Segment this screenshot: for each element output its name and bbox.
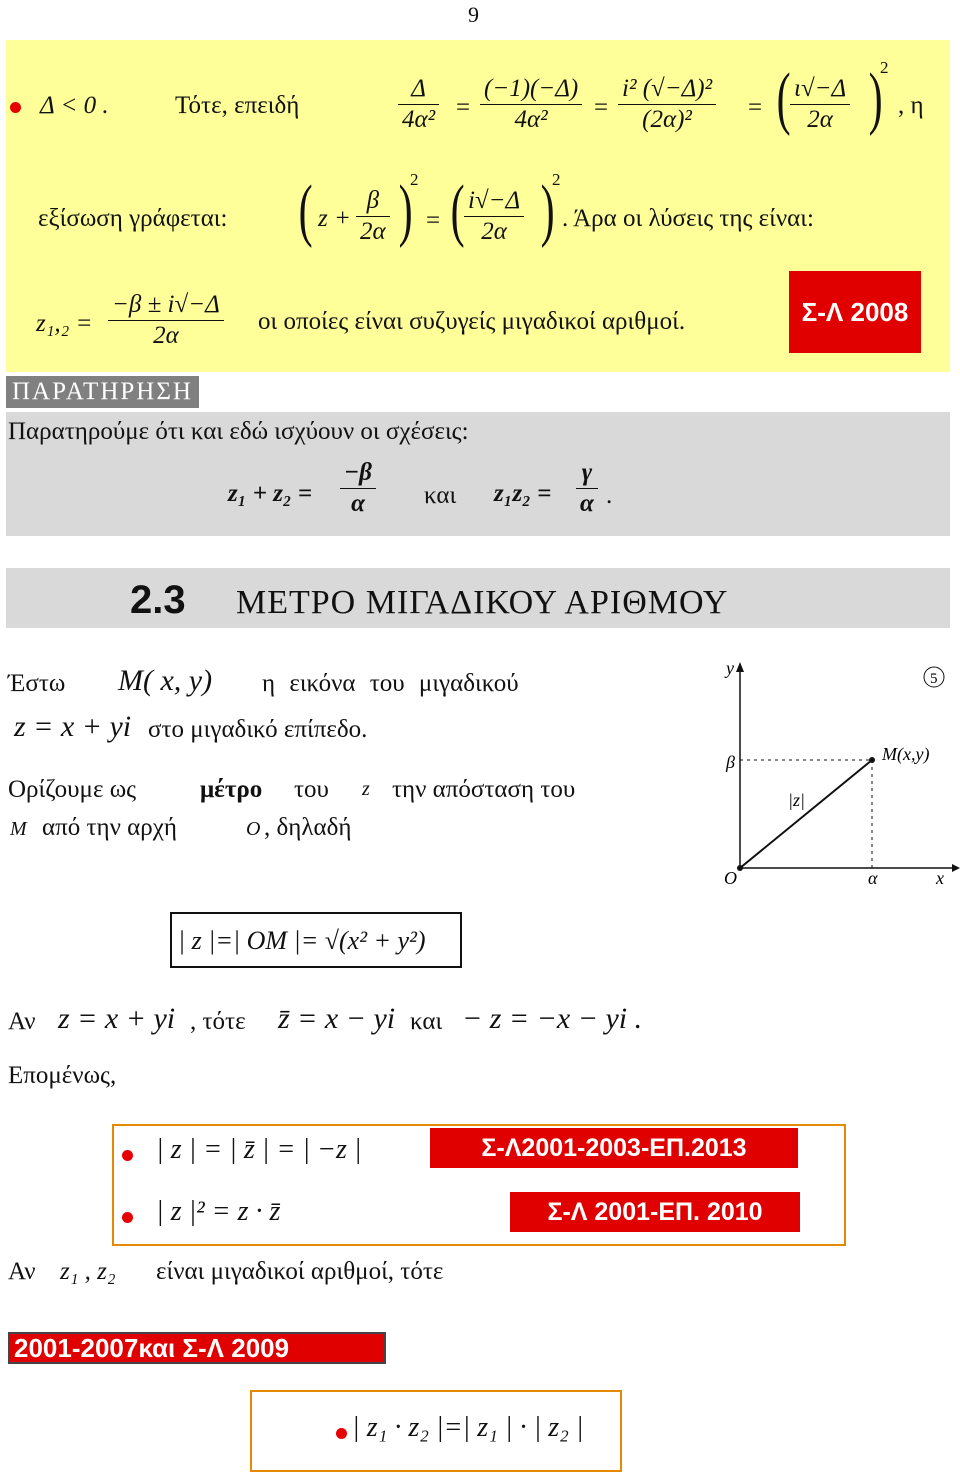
beta-label: β bbox=[726, 752, 735, 772]
line1-end: , η bbox=[898, 92, 924, 119]
fraction-3: i² (√−Δ)² (2α)² bbox=[618, 74, 716, 135]
modulus-formula: | z |=| OM |= √(x² + y²) bbox=[178, 926, 426, 955]
fraction-5: β 2α bbox=[356, 186, 390, 247]
circled-digit: 5 bbox=[930, 671, 938, 687]
line2-end: . Άρα οι λύσεις της είναι: bbox=[562, 205, 814, 232]
fraction-7: −β ± i√−Δ 2α bbox=[108, 290, 224, 351]
line1-text: Τότε, επειδή bbox=[175, 92, 300, 119]
origin-point bbox=[737, 865, 743, 871]
fraction-4: ι√−Δ 2α bbox=[790, 74, 850, 135]
condition: Δ < 0 . bbox=[40, 92, 109, 119]
note-text: Παρατηρούμε ότι και εδώ ισχύουν οι σχέσεις: bbox=[8, 418, 469, 445]
complex-plane-figure bbox=[690, 656, 960, 888]
bullet-icon bbox=[10, 102, 21, 113]
y-arrow-icon bbox=[736, 662, 744, 672]
product-property: | z₁ · z₂ |=| z₁ | · | z₂ | bbox=[352, 1412, 584, 1443]
point-label: M(x,y) bbox=[882, 744, 930, 764]
fraction-6: i√−Δ 2α bbox=[464, 186, 524, 247]
bullet-icon bbox=[336, 1428, 347, 1439]
fraction-1: Δ 4α² bbox=[398, 74, 439, 135]
product-fraction: γ α bbox=[576, 458, 598, 519]
exam-years-tag: 2001-2007και Σ-Λ 2009 bbox=[8, 1332, 386, 1364]
metro-term: μέτρο bbox=[200, 776, 263, 803]
property-1-tag: Σ-Λ2001-2003-ΕΠ.2013 bbox=[430, 1128, 798, 1168]
property-1: | z | = | z̄ | = | −z | bbox=[156, 1134, 362, 1165]
page-number: 9 bbox=[468, 2, 479, 27]
alpha-label: α bbox=[868, 868, 878, 888]
bullet-icon bbox=[122, 1212, 133, 1223]
bullet-icon bbox=[122, 1150, 133, 1161]
property-2: | z |² = z · z̄ bbox=[156, 1196, 281, 1227]
fraction-2: (−1)(−Δ) 4α² bbox=[480, 74, 582, 135]
modulus-segment bbox=[740, 760, 872, 868]
section-title: ΜΕΤΡΟ ΜΙΓΑΔΙΚΟΥ ΑΡΙΘΜΟΥ bbox=[236, 584, 729, 621]
x-arrow-icon bbox=[952, 864, 960, 872]
line3-text: οι οποίες είναι συζυγείς μιγαδικοί αριθμοί. bbox=[258, 308, 686, 335]
origin-label: O bbox=[724, 868, 737, 888]
exam-tag: Σ-Λ 2008 bbox=[789, 271, 921, 353]
point-m bbox=[869, 757, 875, 763]
property-2-tag: Σ-Λ 2001-ΕΠ. 2010 bbox=[510, 1192, 800, 1232]
x-label: x bbox=[936, 868, 944, 888]
line2-text: εξίσωση γράφεται: bbox=[38, 205, 228, 232]
section-number: 2.3 bbox=[130, 578, 186, 622]
note-heading: ΠΑΡΑΤΗΡΗΣΗ bbox=[6, 376, 199, 408]
sum-fraction: −β α bbox=[340, 458, 376, 519]
modulus-label: |z| bbox=[788, 790, 805, 810]
y-label: y bbox=[726, 658, 734, 678]
